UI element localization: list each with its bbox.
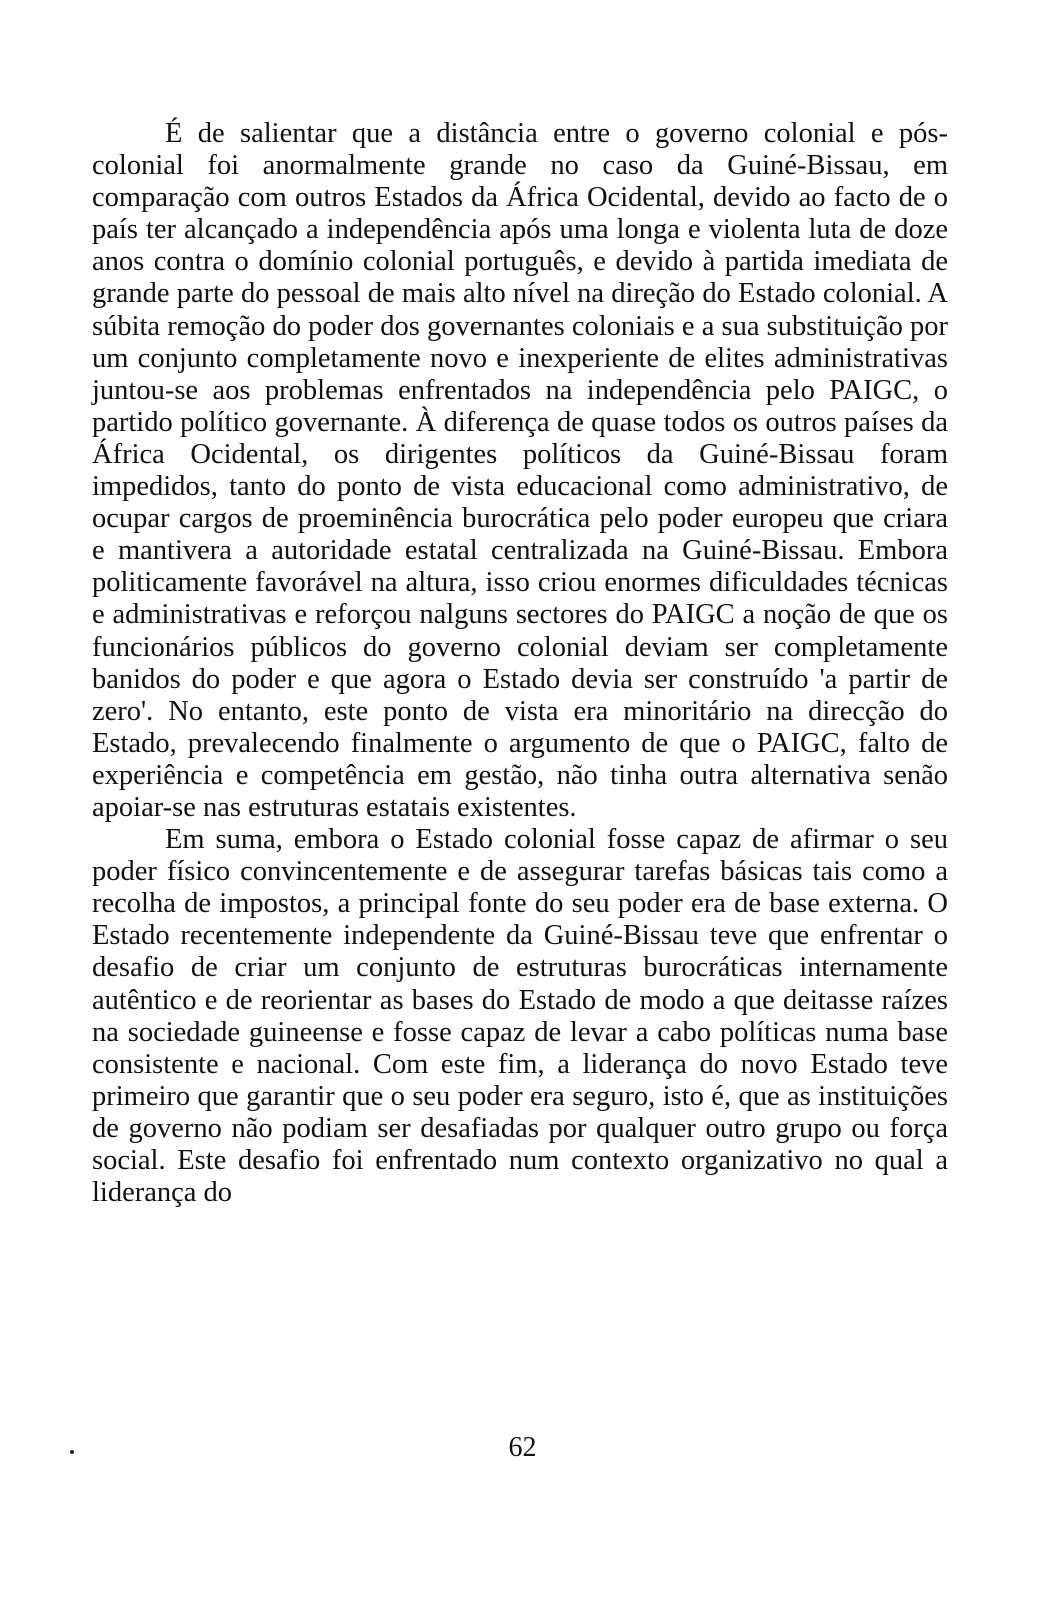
page-number: 62: [508, 1432, 537, 1463]
body-text: [92, 118, 948, 1209]
paragraph-1: É de salientar que a distância entre o governo colonial e pós-colonial foi anormalmente grande no caso da Guiné-Bissau, em comparação com outros Estados da África Ocidental, devido ao facto de o país ter alcançado a independência após uma longa e violenta luta de doze anos contra o domínio colonial português, e devido à partida imediata de grande parte do pessoal de mais alto nível na direção do Estado colonial. A súbita remoção do poder dos governantes coloniais e a sua substituição por um conjunto completamente novo e inexperiente de elites administrativas juntou-se aos problemas enfrentados na independência pelo PAIGC, o partido político governante. À diferença de quase todos os outros países da África Ocidental, os dirigentes políticos da Guiné-Bissau foram impedidos, tanto do ponto de vista educacional como administrativo, de ocupar cargos de proeminência burocrática pelo poder europeu que criara e mantivera a autoridade estatal centralizada na Guiné-Bissau. Embora politicamente favorável na altura, isso criou enormes dificuldades técnicas e administrativas e reforçou nalguns sectores do PAIGC a noção de que os funcionários públicos do governo colonial deviam ser completamente banidos do poder e que agora o Estado devia ser construído 'a partir de zero'. No entanto, este ponto de vista era minoritário na direcção do Estado, prevalecendo finalmente o argumento de que o PAIGC, falto de experiência e competência em gestão, não tinha outra alternativa senão apoiar-se nas estruturas estatais existentes.: [92, 118, 948, 823]
paragraph-2: Em suma, embora o Estado colonial fosse capaz de afirmar o seu poder físico convincentemente e de assegurar tarefas básicas tais como a recolha de impostos, a principal fonte do seu poder era de base externa. O Estado recentemente independente da Guiné-Bissau teve que enfrentar o desafio de criar um conjunto de estruturas burocráticas internamente autêntico e de reorientar as bases do Estado de modo a que deitasse raízes na sociedade guineense e fosse capaz de levar a cabo políticas numa base consistente e nacional. Com este fim, a liderança do novo Estado teve primeiro que garantir que o seu poder era seguro, isto é, que as instituições de governo não podiam ser desafiadas por qualquer outro grupo ou força social. Este desafio foi enfrentado num contexto organizativo no qual a liderança do: [92, 824, 948, 1209]
